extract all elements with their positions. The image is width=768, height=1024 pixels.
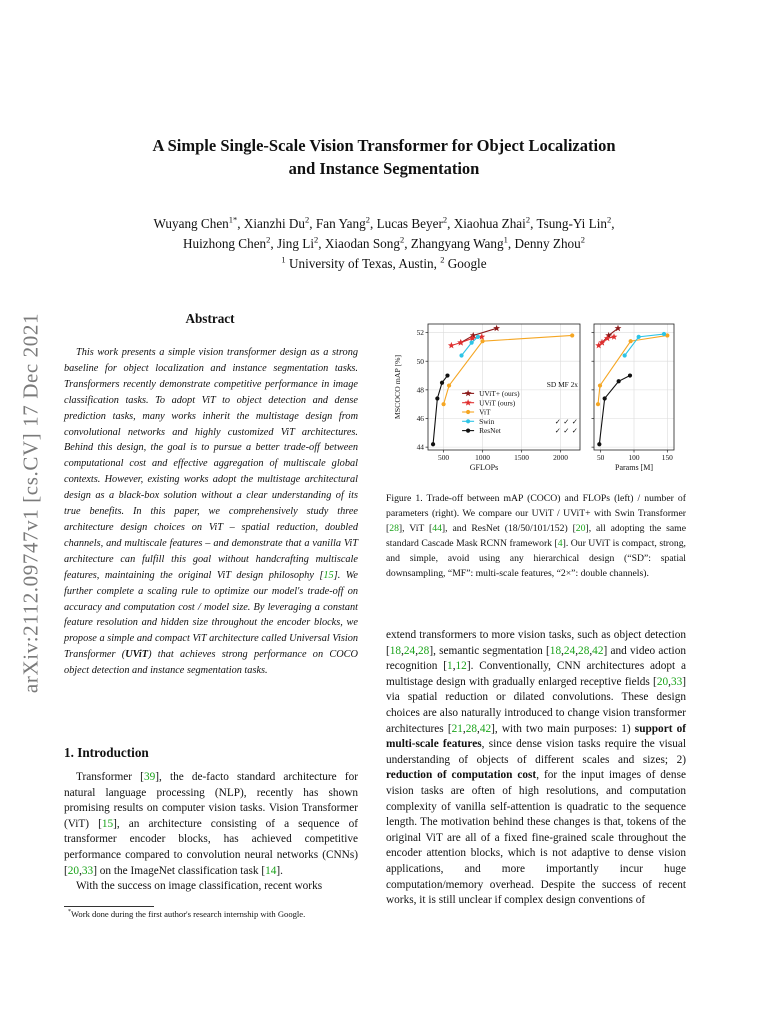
citation-link[interactable]: 28 — [389, 523, 399, 535]
body-text: , since dense vision tasks require the visual understanding of objects of different scales and sizes; 2) — [386, 738, 686, 766]
uvit-bold: UViT — [125, 649, 149, 661]
legend-label: UViT (ours) — [479, 398, 516, 408]
data-point — [637, 335, 641, 339]
x-tick-label: 2000 — [553, 453, 568, 462]
authors-line-2: Huizhong Chen$^2$, Jing Li$^2$, Xiaodan Song$^2$, Zhangyang Wang$^1$, Denny Zhou$^2$ — [183, 234, 585, 251]
intro-text: ], an architecture consisting of a sequence of transformer encoder blocks, has achieved competitive performance compared to convolution neural networks (CNNs) [ — [64, 817, 358, 877]
legend-marker — [466, 410, 470, 414]
intro-text: ] on the ImageNet classification task [ — [93, 864, 266, 877]
citation-link[interactable]: 14 — [265, 864, 277, 877]
data-point — [596, 402, 600, 406]
author-affiliation-marker: 2 — [525, 214, 531, 225]
body-text: ], semantic segmentation [ — [429, 644, 550, 657]
affiliation-marker-2: 2 — [440, 254, 445, 265]
footnote-text: Work done during the first author's research internship with Google. — [71, 909, 306, 919]
caption-text: ], and ResNet (18/50/101/152) [ — [441, 523, 576, 535]
series-line — [433, 376, 447, 445]
footnote-marker: * — [68, 909, 71, 916]
title-line-1: A Simple Single-Scale Vision Transformer for Object Localization — [152, 136, 616, 155]
data-point — [570, 333, 574, 337]
x-tick-label: 100 — [628, 453, 640, 462]
bold-phrase: support of multi-scale features — [386, 722, 686, 751]
author-name: Jing Li — [277, 236, 314, 251]
paper-title — [84, 134, 684, 180]
citation-link[interactable]: 44 — [432, 523, 442, 535]
data-point — [598, 383, 602, 387]
author-name: Xiaohua Zhai — [453, 216, 526, 231]
trade-off-chart — [384, 312, 684, 482]
author-name: Lucas Beyer — [376, 216, 443, 231]
introduction-body — [64, 770, 358, 895]
caption-text: ], ViT [ — [398, 523, 433, 535]
footnote-rule — [64, 906, 154, 907]
bold-phrase: reduction of computation cost — [386, 769, 537, 782]
data-point — [480, 339, 484, 343]
citation-link[interactable]: 24 — [403, 644, 416, 657]
body-text: extend transformers to more vision tasks, such as object detection [ — [386, 629, 686, 657]
data-point — [448, 342, 455, 349]
author-affiliation-marker: 2 — [399, 234, 405, 245]
affiliation-1: University of Texas, Austin, — [285, 256, 441, 271]
legend-marker — [466, 429, 470, 433]
author-name: Fan Yang — [315, 216, 366, 231]
author-affiliation-marker: 1* — [228, 214, 238, 225]
legend-header: SD MF 2x — [546, 380, 578, 389]
data-point — [617, 379, 621, 383]
citation-link[interactable]: 21 — [451, 722, 463, 735]
citation-link[interactable]: 42 — [479, 722, 492, 735]
data-point — [603, 396, 607, 400]
data-point — [470, 341, 474, 345]
x-tick-label: 1000 — [475, 453, 490, 462]
citation-link[interactable]: 12 — [455, 660, 467, 673]
data-point — [628, 373, 632, 377]
author-name: Wuyang Chen — [153, 216, 229, 231]
introduction-heading: 1. Introduction — [64, 745, 149, 760]
citation-link[interactable]: 28 — [418, 644, 430, 657]
arxiv-sidebar — [8, 268, 54, 738]
y-tick-label: 52 — [416, 328, 424, 338]
intro-paragraph-2: With the success on image classification, recent works — [76, 880, 323, 893]
data-point — [459, 353, 463, 357]
figure-1 — [384, 312, 684, 482]
legend-marker — [466, 419, 470, 423]
author-affiliation-marker: 2 — [305, 214, 310, 225]
body-text: ]. Conventionally, CNN architectures adopt a multistage design with gradually enlarged receptive fields [ — [386, 660, 686, 688]
affiliations — [84, 254, 684, 274]
y-tick-label: 50 — [416, 356, 424, 366]
caption-text: Figure 1. Trade-off between mAP (COCO) and FLOPs (left) / number of parameters (right). We compare our UViT / UViT+ with Swin Transformer [ — [386, 493, 686, 535]
body-text: ] via spatial reduction or dilated convolutions. These design choices are also naturally introduced to change vision transformer architectures [ — [386, 675, 686, 735]
citation-link[interactable]: 20 — [575, 523, 586, 535]
author-affiliation-marker: 2 — [442, 214, 448, 225]
author-affiliation-marker: 1 — [503, 234, 508, 245]
footnote — [68, 909, 368, 919]
legend-marker — [465, 399, 472, 406]
y-tick-label: 46 — [416, 414, 424, 424]
legend-marker — [465, 390, 472, 397]
data-point — [441, 402, 445, 406]
citation-link[interactable]: 39 — [143, 771, 156, 783]
citation-link[interactable]: 33 — [81, 864, 94, 877]
citation-link[interactable]: 15 — [323, 569, 334, 581]
x-tick-label: 1500 — [514, 453, 529, 462]
legend-label: UViT+ (ours) — [479, 389, 520, 398]
citation-link[interactable]: 18 — [389, 644, 402, 657]
data-point — [597, 442, 601, 446]
caption-text: ]. Our UViT is compact, strong, and simple, avoid using any hierarchical design (“SD”: spatial downsampling, “MF”: multi-scale features, “2×”: double channels). — [386, 538, 686, 580]
author-name: Huizhong Chen — [183, 236, 267, 251]
author-affiliation-marker: 2 — [580, 234, 585, 245]
data-point — [435, 396, 439, 400]
x-tick-label: 150 — [661, 453, 673, 462]
citation-link[interactable]: 24 — [563, 644, 576, 657]
abstract-text: ) that achieves strong performance on COCO object detection and instance segmentation tasks. — [64, 649, 358, 677]
legend-label: Swin — [479, 416, 495, 426]
body-text: , for the input images of dense vision tasks are often of high resolutions, and computation complexity of vanilla self-attention is quadratic to the sequence length. The motivation behind these changes is that, tokens of the original ViT are all of a fixed fine-grained scale throughout the encoder attention blocks, which is not adaptive to dense vision applications, and more importantly incur huge computation/memory overhead. Despite the success of recent works, it is still unclear if complex design conventions of — [386, 769, 686, 907]
intro-paragraph-1: Transformer [39], the de-facto standard architecture for natural language processing (NLP), recently has shown promising results on computer vision tasks. Vision Transformer (ViT) [15], an architecture consisting of a sequence of transformer encoder blocks, has achieved competitive performance compared to convolution neural networks (CNNs) [20,33] on the ImageNet classification task [14]. — [64, 771, 358, 877]
body-text: ], with two main purposes: 1) — [491, 722, 635, 735]
caption-text: ], all adopting the same standard Cascade Mask RCNN framework [ — [386, 523, 686, 550]
citation-link[interactable]: 28 — [578, 644, 590, 657]
data-point — [629, 339, 633, 343]
data-point — [623, 353, 627, 357]
data-point — [440, 381, 444, 385]
x-axis-label: Params [M] — [615, 463, 653, 472]
citation-link[interactable]: 18 — [549, 644, 562, 657]
legend-checkmarks: ✓ ✓ ✓ — [554, 426, 578, 436]
citation-link[interactable]: 28 — [465, 722, 478, 735]
author-name: Tsung-Yi Lin — [536, 216, 607, 231]
legend-checkmarks: ✓ ✓ ✓ — [554, 416, 578, 426]
legend-label: ResNet — [479, 426, 501, 436]
citation-link[interactable]: 4 — [557, 538, 563, 550]
abstract-heading: Abstract — [185, 311, 235, 326]
intro-text: ], the de-facto standard architecture for natural language processing (NLP), recently has shown promising results on computer vision tasks. Vision Transformer (ViT) [ — [64, 771, 358, 830]
intro-text: ]. — [276, 864, 283, 877]
affiliation-marker-1: 1 — [281, 254, 286, 265]
body-text: ] and video action recognition [ — [386, 644, 686, 673]
citation-link[interactable]: 15 — [101, 817, 114, 830]
author-name: Xiaodan Song — [324, 236, 400, 251]
author-block — [84, 214, 684, 274]
abstract-text: This work presents a simple vision transformer design as a strong baseline for object localization and instance segmentation tasks. Transformers recently demonstrate competitive performance in image classification tasks. To adopt ViT to object detection and dense prediction tasks, many works inherit the multistage design from convolutional networks and highly customized ViT architectures. Behind this design, the goal is to pursue a better trade-off between computational cost and effective aggregation of multiscale global contexts. However, existing works adopt the multistage architectural design as a black-box solution without a clear understanding of its true benefits. In this paper, we comprehensively study three architecture design choices on ViT – spatial reduction, doubled channels, and multiscale features – and demonstrate that a vanilla ViT architecture can fulfill this goal without handcrafting multiscale features, maintaining the original ViT design philosophy [ — [64, 347, 358, 581]
x-tick-label: 50 — [596, 453, 605, 462]
author-name: Xianzhi Du — [243, 216, 306, 231]
data-point — [457, 339, 464, 346]
citation-link[interactable]: 20 — [67, 864, 80, 877]
y-tick-label: 48 — [416, 385, 424, 395]
figure-1-caption — [386, 491, 686, 582]
author-affiliation-marker: 2 — [266, 234, 271, 245]
authors-line-1: Wuyang Chen$^{1*}$, Xianzhi Du$^2$, Fan Yang$^2$, Lucas Beyer$^2$, Xiaohua Zhai$^2$, Tsung-Yi Lin$^2$, — [153, 214, 615, 231]
x-tick-label: 500 — [438, 453, 450, 462]
legend-label: ViT — [479, 407, 491, 417]
data-point — [445, 373, 449, 377]
right-column-body: extend transformers to more vision tasks, such as object detection [18,24,28], semantic segmentation [18,24,28,42] and video action recognition [1,12]. Conventionally, CNN architectures adopt a multistage design with gradually enlarged receptive fields [20,33] via spatial reduction or dilated convolutions. These design choices are also naturally introduced to change vision transformer architectures [21,28,42], with two main purposes: 1) support of multi-scale features, since dense vision tasks require the visual understanding of objects of different scales and sizes; 2) reduction of computation cost, for the input images of dense vision tasks are often of high resolutions, and computation complexity of vanilla self-attention is quadratic to the sequence length. The motivation behind these changes is that, tokens of the original ViT are all of a fixed fine-grained scale throughout the encoder attention blocks, which is not adaptive to dense vision applications, and more importantly incur huge computation/memory overhead. Despite the success of recent works, it is still unclear if complex design conventions of — [386, 629, 686, 907]
y-tick-label: 44 — [416, 442, 424, 452]
data-point — [611, 333, 618, 340]
citation-link[interactable]: 33 — [670, 675, 683, 688]
citation-link[interactable]: 42 — [592, 644, 604, 657]
series-line — [599, 376, 630, 445]
author-affiliation-marker: 2 — [365, 214, 370, 225]
data-point — [493, 325, 500, 332]
citation-link[interactable]: 20 — [656, 675, 669, 688]
data-point — [476, 335, 480, 339]
y-axis-label: MSCOCO mAP [%] — [393, 354, 402, 420]
author-name: Zhangyang Wang — [410, 236, 504, 251]
author-affiliation-marker: 2 — [314, 234, 319, 245]
data-point — [662, 332, 666, 336]
author-name: Denny Zhou — [514, 236, 581, 251]
data-point — [447, 383, 451, 387]
citation-link[interactable]: 1 — [447, 660, 453, 673]
abstract-body — [64, 345, 358, 679]
data-point — [431, 442, 435, 446]
author-affiliation-marker: 2 — [606, 214, 612, 225]
affiliation-2: Google — [444, 256, 487, 271]
abstract-text: ]. We further complete a scaling rule to optimize our model's trade-off on accuracy and computation cost / model size. By leveraging a constant feature resolution and hidden size throughout the encoder blocks, we propose a simple and compact ViT architecture called Universal Vision Transformer ( — [64, 569, 358, 661]
intro-text: Transformer [ — [76, 771, 144, 783]
title-line-2: and Instance Segmentation — [288, 159, 480, 178]
arxiv-identifier[interactable]: arXiv:2112.09747v1 [cs.CV] 17 Dec 2021 — [18, 312, 43, 694]
x-axis-label: GFLOPs — [469, 463, 499, 472]
